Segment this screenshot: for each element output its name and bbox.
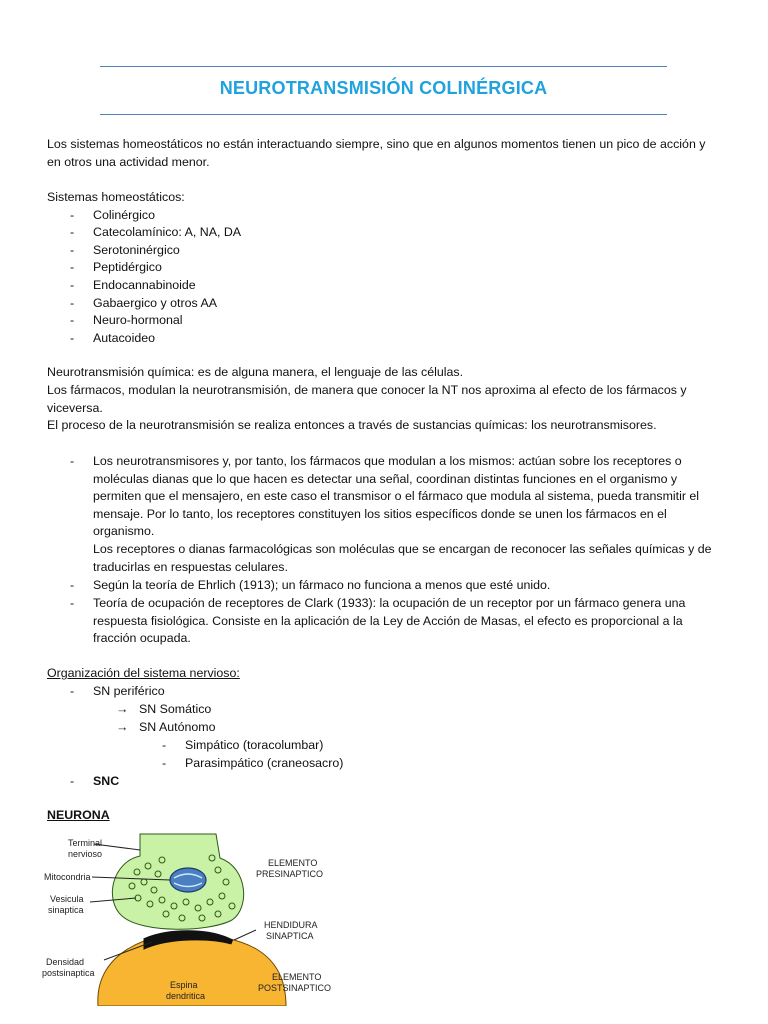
neuro-paragraph-3: El proceso de la neurotransmisión se realiza entonces a través de sustancias químicas: los neurotransmisores.	[47, 418, 657, 432]
label-vesicula-1: Vesicula	[50, 894, 84, 904]
list-item: Serotoninérgico	[93, 243, 180, 257]
org-dash: -	[162, 738, 167, 752]
label-espina-2: dendritica	[166, 991, 206, 1001]
list-dash: -	[70, 208, 75, 222]
neurona-heading: NEURONA	[47, 808, 110, 822]
neuro-paragraph-1: Neurotransmisión química: es de alguna manera, el lenguaje de las células.	[47, 365, 464, 379]
label-mitocondria: Mitocondria	[44, 872, 91, 882]
list-item: Gabaergico y otros AA	[93, 296, 217, 310]
neuro-paragraph-2: Los fármacos, modulan la neurotransmisión, de manera que conocer la NT nos aproxima al efecto de los fármacos y viceversa.	[47, 383, 687, 415]
list-item: Endocannabinoide	[93, 278, 196, 292]
label-post-1: ELEMENTO	[272, 972, 322, 982]
org-dash: -	[70, 684, 75, 698]
list-dash: -	[70, 313, 75, 327]
org-simpatico: Simpático (toracolumbar)	[185, 738, 324, 752]
label-terminal-2: nervioso	[68, 849, 103, 859]
label-hend-1: HENDIDURA	[264, 920, 318, 930]
bullet-ehrlich: Según la teoría de Ehrlich (1913); un fármaco no funciona a menos que esté unido.	[93, 578, 551, 592]
bullet-clark: Teoría de ocupación de receptores de Clark (1933): la ocupación de un receptor por un fármaco genera una respuesta fisiológica. Consiste en la aplicación de la Ley de Acción de Masas, el efecto es proporcional a la fracción ocupada.	[93, 596, 686, 646]
bullet-dash: -	[70, 578, 75, 592]
label-densidad-2: postsinaptica	[42, 968, 95, 978]
list-dash: -	[70, 260, 75, 274]
org-sn-somatico: SN Somático	[139, 702, 212, 716]
list-dash: -	[70, 296, 75, 310]
mitochondria-shape	[170, 868, 206, 892]
label-terminal-1: Terminal	[68, 838, 103, 848]
title-rule-bottom	[100, 114, 667, 115]
arrow-right-icon: →	[116, 720, 129, 734]
synapse-figure	[42, 830, 346, 1006]
org-dash: -	[70, 774, 75, 788]
org-dash: -	[162, 756, 167, 770]
list-item: Peptidérgico	[93, 260, 162, 274]
label-densidad-1: Densidad	[46, 957, 85, 967]
list-dash: -	[70, 243, 75, 257]
systems-heading: Sistemas homeostáticos:	[47, 190, 185, 204]
list-dash: -	[70, 225, 75, 239]
list-item: Neuro-hormonal	[93, 313, 183, 327]
synapse-diagram	[42, 830, 346, 1006]
list-dash: -	[70, 331, 75, 345]
list-item: Autacoideo	[93, 331, 156, 345]
bullet-receptors-continued: Los receptores o dianas farmacológicas son moléculas que se encargan de reconocer las señales químicas y de traducirlas en respuestas celulares.	[93, 542, 712, 574]
label-post-2: POSTSINAPTICO	[258, 983, 332, 993]
label-pre-1: ELEMENTO	[268, 858, 318, 868]
org-sn-periferico: SN periférico	[93, 684, 165, 698]
list-item: Catecolamínico: A, NA, DA	[93, 225, 242, 239]
org-sn-autonomo: SN Autónomo	[139, 720, 216, 734]
bullet-receptors: Los neurotransmisores y, por tanto, los fármacos que modulan a los mismos: actúan sobre los receptores o moléculas dianas que lo que hacen es detectar una señal, coordinan distintas funciones en el organismo y permiten que el mensajero, en este caso el transmisor o el fármaco que modula al sistema, pueda transmitir el mensaje. Por lo tanto, los receptores constituyen los sitios específicos donde se unen los fármacos en el organismo.	[93, 454, 700, 539]
label-pre-2: PRESINAPTICO	[256, 869, 324, 879]
bullet-dash: -	[70, 596, 75, 610]
label-hend-2: SINAPTICA	[266, 931, 314, 941]
list-dash: -	[70, 278, 75, 292]
bullet-dash: -	[70, 454, 75, 468]
label-espina-1: Espina	[170, 980, 198, 990]
label-vesicula-2: sinaptica	[48, 905, 84, 915]
org-parasimpatico: Parasimpático (craneosacro)	[185, 756, 344, 770]
title-rule-top	[100, 66, 667, 67]
org-heading: Organización del sistema nervioso:	[47, 666, 240, 680]
list-item: Colinérgico	[93, 208, 155, 222]
intro-paragraph: Los sistemas homeostáticos no están interactuando siempre, sino que en algunos momentos tienen un pico de acción y en otros una actividad menor.	[47, 137, 706, 169]
page-title: NEUROTRANSMISIÓN COLINÉRGICA	[219, 78, 548, 98]
arrow-right-icon: →	[116, 702, 129, 716]
org-snc: SNC	[93, 774, 120, 788]
